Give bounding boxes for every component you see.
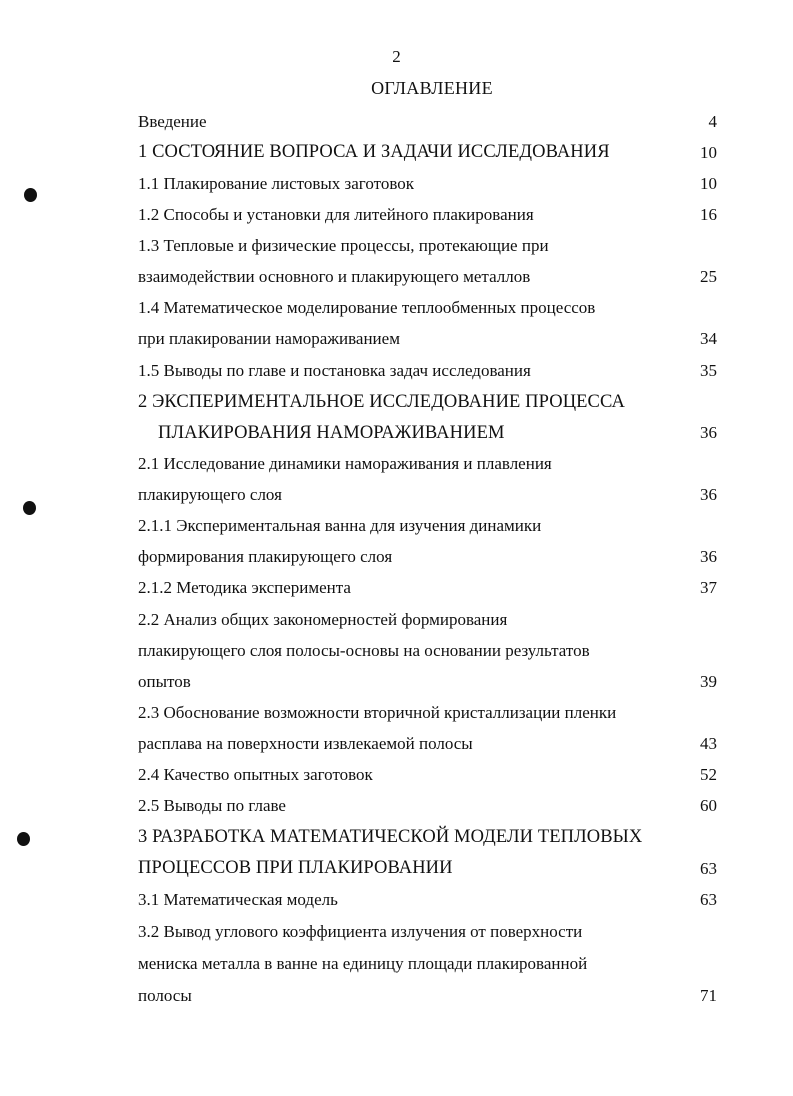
toc-entry-text: 1.5 Выводы по главе и постановка задач исследования — [138, 361, 531, 380]
toc-entry-text: полосы — [138, 986, 192, 1005]
toc-entry-text: формирования плакирующего слоя — [138, 547, 393, 566]
toc-entry-text: Введение — [138, 112, 207, 131]
toc-entry-page: 10 — [700, 143, 717, 162]
toc-entry-page: 4 — [708, 112, 717, 131]
toc-entry-text: 2.1.2 Методика эксперимента — [138, 578, 351, 597]
binder-hole-mark — [24, 188, 37, 202]
toc-entry-page: 10 — [700, 174, 717, 193]
toc-entry-text: опытов — [138, 672, 191, 691]
toc-entry-text: 1.4 Математическое моделирование теплообменных процессов — [138, 298, 596, 317]
toc-entry-text: 2.3 Обоснование возможности вторичной кристаллизации пленки — [138, 703, 617, 722]
toc-entry-text: 1.2 Способы и установки для литейного плакирования — [138, 205, 534, 224]
toc-entry-page: 34 — [700, 329, 717, 348]
binder-hole-mark — [17, 832, 30, 846]
toc-chapter-3-cont: ПРОЦЕССОВ ПРИ ПЛАКИРОВАНИИ — [138, 858, 453, 878]
toc-entry-page: 36 — [700, 423, 717, 442]
toc-entry-text: 2.1 Исследование динамики намораживания и плавления — [138, 454, 552, 473]
page-number: 2 — [392, 47, 401, 66]
page-title: ОГЛАВЛЕНИЕ — [371, 78, 493, 98]
toc-entry-text: плакирующего слоя полосы-основы на основании результатов — [138, 641, 590, 660]
toc-entry-page: 25 — [700, 267, 717, 286]
toc-entry-page: 71 — [700, 986, 717, 1005]
toc-entry-text: расплава на поверхности извлекаемой полосы — [138, 734, 473, 753]
toc-entry-page: 52 — [700, 765, 717, 784]
toc-entry-text: при плакировании намораживанием — [138, 329, 400, 348]
toc-chapter-1: 1 СОСТОЯНИЕ ВОПРОСА И ЗАДАЧИ ИССЛЕДОВАНИЯ — [138, 142, 610, 162]
toc-entry-text: мениска металла в ванне на единицу площади плакированной — [138, 954, 588, 973]
toc-entry-text: 3.2 Вывод углового коэффициента излучения от поверхности — [138, 922, 583, 941]
toc-entry-page: 63 — [700, 859, 717, 878]
toc-entry-page: 36 — [700, 485, 717, 504]
toc-entry-page: 16 — [700, 205, 717, 224]
toc-chapter-3: 3 РАЗРАБОТКА МАТЕМАТИЧЕСКОЙ МОДЕЛИ ТЕПЛОВЫХ — [138, 827, 643, 847]
toc-entry-page: 63 — [700, 890, 717, 909]
toc-entry-text: плакирующего слоя — [138, 485, 282, 504]
binder-hole-mark — [23, 501, 36, 515]
toc-entry-text: взаимодействии основного и плакирующего металлов — [138, 267, 531, 286]
toc-entry-text: 2.4 Качество опытных заготовок — [138, 765, 373, 784]
toc-entry-text: 1.3 Тепловые и физические процессы, протекающие при — [138, 236, 549, 255]
toc-entry-text: 2.1.1 Экспериментальная ванна для изучения динамики — [138, 516, 542, 535]
toc-entry-text: 2.5 Выводы по главе — [138, 796, 286, 815]
toc-entry-page: 60 — [700, 796, 717, 815]
toc-entry-page: 36 — [700, 547, 717, 566]
toc-entry-text: 1.1 Плакирование листовых заготовок — [138, 174, 414, 193]
toc-entry-text: 2.2 Анализ общих закономерностей формирования — [138, 610, 508, 629]
toc-entry-text: 3.1 Математическая модель — [138, 890, 338, 909]
toc-entry-page: 43 — [700, 734, 717, 753]
toc-entry-page: 37 — [700, 578, 717, 597]
toc-entry-page: 35 — [700, 361, 717, 380]
toc-chapter-2-cont: ПЛАКИРОВАНИЯ НАМОРАЖИВАНИЕМ — [158, 423, 505, 443]
toc-chapter-2: 2 ЭКСПЕРИМЕНТАЛЬНОЕ ИССЛЕДОВАНИЕ ПРОЦЕССА — [138, 392, 625, 412]
toc-entry-page: 39 — [700, 672, 717, 691]
